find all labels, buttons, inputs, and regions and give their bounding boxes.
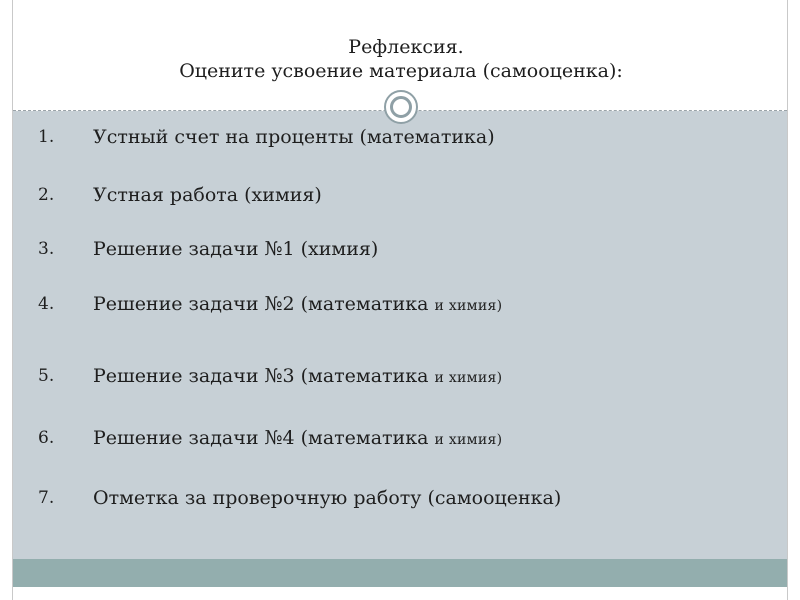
content-area <box>13 111 787 559</box>
item-text: Решение задачи №3 (математика и химия) <box>93 365 503 387</box>
item-suffix-end: ) <box>496 298 503 314</box>
item-suffix-end: ) <box>496 370 503 386</box>
item-text: Отметка за проверочную работу (самооценка) <box>93 487 562 509</box>
item-number: 4. <box>38 294 55 314</box>
slide <box>12 0 788 600</box>
title-line-1: Рефлексия. <box>348 36 464 58</box>
item-number: 1. <box>38 127 55 147</box>
item-number: 3. <box>38 239 55 259</box>
item-suffix-small: и химия <box>434 298 497 314</box>
item-text: Устная работа (химия) <box>93 184 322 206</box>
footer-bar <box>13 559 787 587</box>
item-number: 5. <box>38 366 55 386</box>
item-text: Решение задачи №1 (химия) <box>93 238 379 260</box>
item-number: 2. <box>38 185 55 205</box>
item-text: Решение задачи №2 (математика и химия) <box>93 293 503 315</box>
title-line-2: Оцените усвоение материала (самооценка): <box>179 60 623 82</box>
item-suffix-small: и химия <box>434 370 497 386</box>
circle-ornament-icon <box>384 90 418 124</box>
slide-title <box>1 35 800 83</box>
item-text: Устный счет на проценты (математика) <box>93 126 495 148</box>
item-suffix-end: ) <box>496 432 503 448</box>
item-number: 6. <box>38 428 55 448</box>
item-suffix-small: и химия <box>434 432 497 448</box>
bottom-strip <box>13 587 787 600</box>
circle-ornament-inner <box>390 96 412 118</box>
item-text: Решение задачи №4 (математика и химия) <box>93 427 503 449</box>
item-number: 7. <box>38 488 55 508</box>
